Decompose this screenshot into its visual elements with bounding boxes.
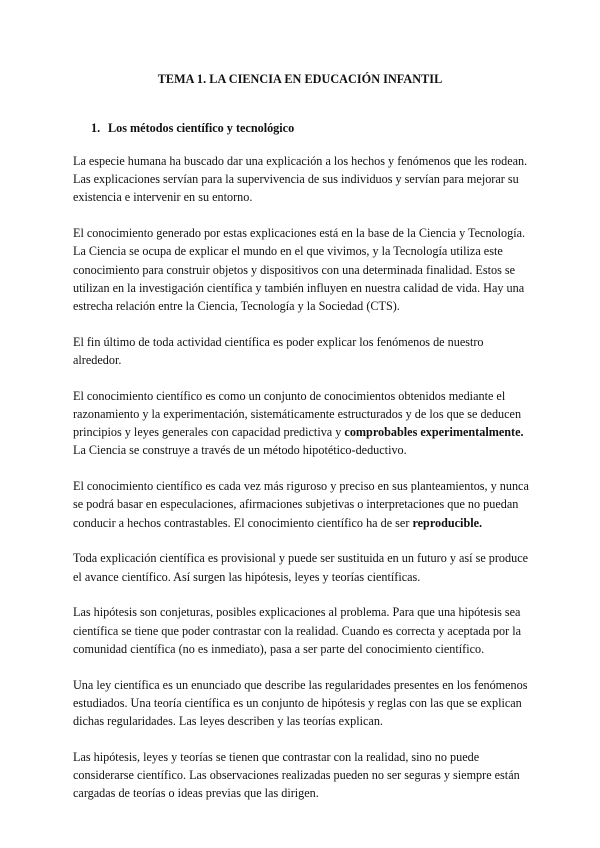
document-title: TEMA 1. LA CIENCIA EN EDUCACIÓN INFANTIL	[157, 72, 443, 86]
section-heading	[91, 120, 294, 136]
section-number: 1.	[91, 121, 101, 135]
paragraph-4-emphasis: comprobables experimentalmente.	[344, 425, 524, 440]
paragraph-3: El fin último de toda actividad científica es poder explicar los fenómenos de nuestro alrededor.	[73, 334, 484, 368]
section-heading-text: Los métodos científico y tecnológico	[108, 121, 295, 135]
paragraph-7: Las hipótesis son conjeturas, posibles explicaciones al problema. Para que una hipótesis sea científica se tiene que poder contrastar con la realidad. Cuando es correcta y aceptada por la comunidad científica (no es inmediato), pasa a ser parte del conocimiento científico.	[73, 605, 522, 656]
body-text	[73, 152, 533, 820]
paragraph-8: Una ley científica es un enunciado que describe las regularidades presentes en los fenómenos estudiados. Una teoría científica es un conjunto de hipótesis y reglas con las que se explican dichas regularidades. Las leyes describen y las teorías explican.	[73, 677, 528, 729]
paragraph-5	[73, 477, 533, 532]
paragraph-5-emphasis: reproducible.	[412, 515, 483, 530]
paragraph-4-text-a: El conocimiento científico es como un conjunto de conocimientos obtenidos mediante el razonamiento y la experimentación, sistemáticamente estructurados y de los que se deducen principios y leyes generales con capacidad predictiva y	[73, 388, 522, 440]
paragraph-6: Toda explicación científica es provisional y puede ser sustituida en un futuro y así se produce el avance científico. Así surgen las hipótesis, leyes y teorías científicas.	[73, 551, 529, 584]
paragraph-4	[73, 387, 533, 460]
paragraph-4-text-b: La Ciencia se construye a través de un método hipotético-deductivo.	[73, 443, 407, 458]
paragraph-1: La especie humana ha buscado dar una explicación a los hechos y fenómenos que les rodean. Las explicaciones servían para la supervivencia de sus individuos y servían para mejorar su existencia e intervenir en su entorno.	[73, 154, 528, 205]
paragraph-5-text-a: El conocimiento científico es cada vez más riguroso y preciso en sus planteamientos, y nunca se podrá basar en especulaciones, afirmaciones subjetivas o interpretaciones que no puedan conducir a hechos contrastables. El conocimiento científico ha de ser	[73, 479, 529, 530]
paragraph-2: El conocimiento generado por estas explicaciones está en la base de la Ciencia y Tecnología. La Ciencia se ocupa de explicar el mundo en el que vivimos, y la Tecnología utiliza este conocimiento para construir objetos y dispositivos con una determinada finalidad. Estos se utilizan en la investigación científica y también influyen en nuestra calidad de vida. Hay una estrecha relación entre la Ciencia, Tecnología y la Sociedad (CTS).	[73, 226, 526, 314]
paragraph-9: Las hipótesis, leyes y teorías se tienen que contrastar con la realidad, sino no puede considerarse científico. Las observaciones realizadas pueden no ser seguras y siempre están cargadas de teorías o ideas previas que las dirigen.	[73, 749, 520, 801]
